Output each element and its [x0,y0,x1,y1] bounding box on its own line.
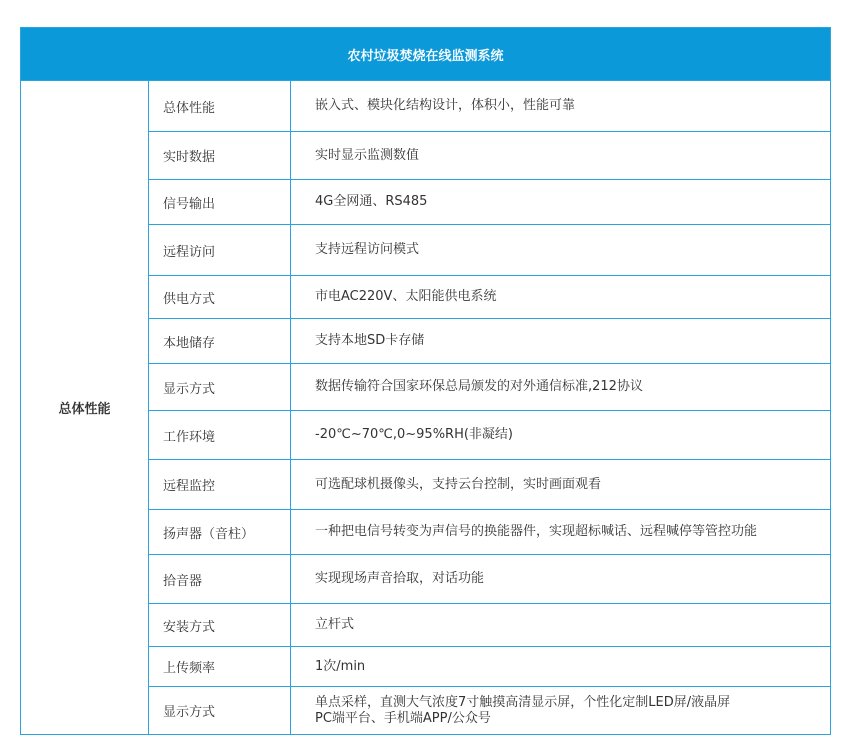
category-label: 总体性能 [21,81,149,735]
spec-value: 支持本地SD卡存储 [291,319,831,364]
spec-name: 总体性能 [149,81,291,132]
table-row [21,81,831,132]
spec-value: 实时显示监测数值 [291,132,831,180]
spec-name: 本地储存 [149,319,291,364]
table-title: 农村垃圾焚烧在线监测系统 [21,28,831,81]
spec-value: 可选配球机摄像头，支持云台控制，实时画面观看 [291,460,831,510]
spec-name: 供电方式 [149,276,291,319]
spec-name: 安装方式 [149,604,291,647]
spec-name: 工作环境 [149,411,291,460]
spec-value: 1次/min [291,647,831,687]
spec-value-line: PC端平台、手机端APP/公众号 [315,710,491,726]
spec-value: 嵌入式、模块化结构设计，体积小，性能可靠 [291,81,831,132]
spec-value: 支持远程访问模式 [291,225,831,276]
spec-value-line: 单点采样，直测大气浓度7寸触摸高清显示屏，个性化定制LED屏/液晶屏 [315,694,731,710]
spec-value: -20℃~70℃,0~95%RH(非凝结) [291,411,831,460]
spec-name: 拾音器 [149,555,291,604]
spec-value: 数据传输符合国家环保总局颁发的对外通信标准,212协议 [291,364,831,411]
spec-value: 4G全网通、RS485 [291,180,831,225]
spec-name: 显示方式 [149,687,291,735]
spec-name: 显示方式 [149,364,291,411]
spec-value-multiline [291,687,831,735]
spec-table [20,27,831,735]
spec-name: 信号输出 [149,180,291,225]
spec-name: 远程访问 [149,225,291,276]
spec-name: 远程监控 [149,460,291,510]
spec-name: 上传频率 [149,647,291,687]
spec-value: 市电AC220V、太阳能供电系统 [291,276,831,319]
table-title-row [21,28,831,81]
spec-name: 扬声器（音柱） [149,510,291,555]
spec-value: 实现现场声音拾取，对话功能 [291,555,831,604]
spec-name: 实时数据 [149,132,291,180]
spec-value: 一种把电信号转变为声信号的换能器件，实现超标喊话、远程喊停等管控功能 [291,510,831,555]
spec-value: 立杆式 [291,604,831,647]
